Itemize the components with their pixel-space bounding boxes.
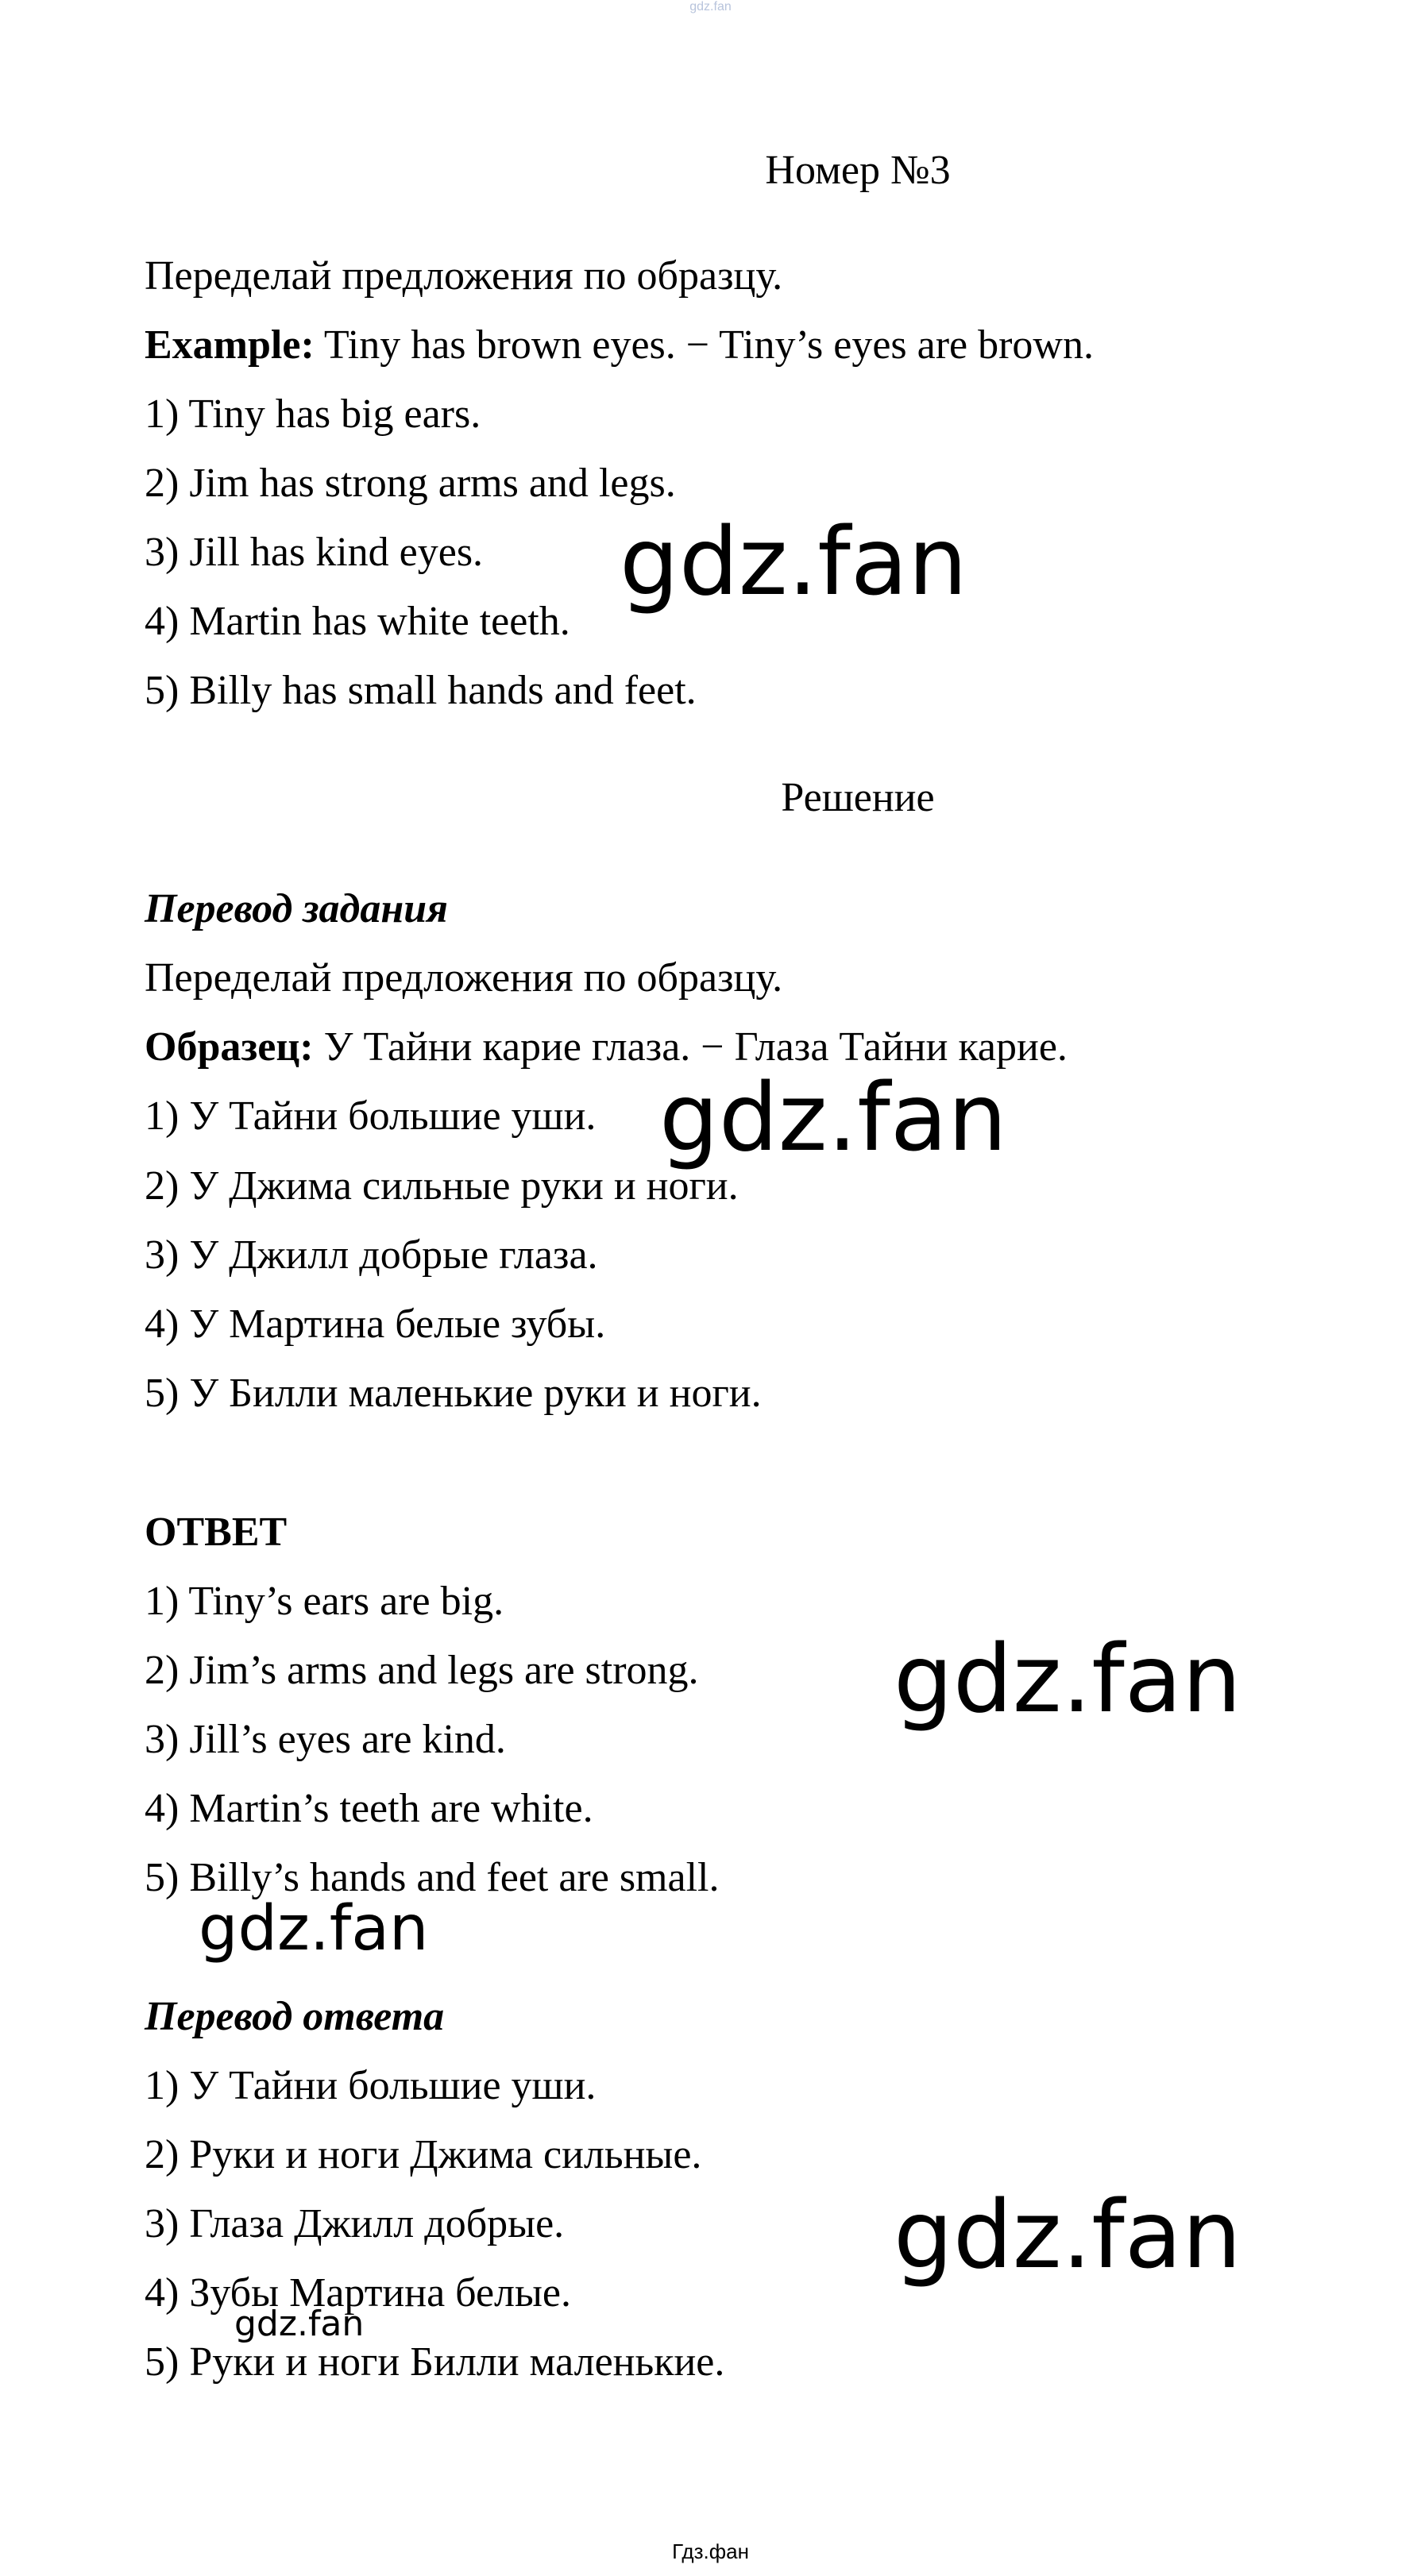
task-instruction: Переделай предложения по образцу. [145,253,783,299]
watermark: gdz.fan [234,2304,365,2344]
task-item: 3) Jill has kind eyes. [145,530,484,575]
watermark: gdz.fan [894,2180,1241,2289]
task-item: 5) Billy has small hands and feet. [145,668,697,713]
answer-item: 3) Jill’s eyes are kind. [145,1717,506,1762]
solution-heading: Решение [781,775,935,820]
example-label: Example: [145,322,315,368]
answer-item: 5) Billy’s hands and feet are small. [145,1855,720,1900]
task-example [145,322,1094,369]
task-number: Номер №3 [765,148,951,193]
translation-heading: Перевод задания [145,886,448,931]
example-label: Образец: [145,1024,314,1070]
task-item: 1) Tiny has big ears. [145,391,481,437]
translation-item: 1) У Тайни большие уши. [145,1093,597,1139]
answer-item: 1) Tiny’s ears are big. [145,1579,504,1624]
translation-item: 4) У Мартина белые зубы. [145,1301,606,1347]
translation-item: 2) У Джима сильные руки и ноги. [145,1163,739,1209]
answer-translation-item: 1) У Тайни большие уши. [145,2063,597,2108]
answer-translation-item: 5) Руки и ноги Билли маленькие. [145,2339,725,2385]
translation-item: 5) У Билли маленькие руки и ноги. [145,1371,762,1416]
task-item: 4) Martin has white teeth. [145,599,570,644]
translation-item: 3) У Джилл добрые глаза. [145,1232,598,1278]
answer-heading: ОТВЕТ [145,1510,288,1555]
answer-translation-item: 2) Руки и ноги Джима сильные. [145,2132,702,2177]
answer-item: 4) Martin’s teeth are white. [145,1786,593,1831]
top-watermark: gdz.fan [689,0,732,13]
answer-translation-item: 3) Глаза Джилл добрые. [145,2201,565,2246]
watermark: gdz.fan [199,1893,429,1965]
watermark: gdz.fan [620,507,967,616]
translation-instruction: Переделай предложения по образцу. [145,955,783,1001]
task-item: 2) Jim has strong arms and legs. [145,461,676,506]
watermark: gdz.fan [894,1624,1241,1733]
answer-translation-item: 4) Зубы Мартина белые. [145,2270,571,2316]
answer-translation-heading: Перевод ответа [145,1994,445,2039]
example-text: У Тайни карие глаза. − Глаза Тайни карие. [313,1024,1068,1070]
page-footer: Гдз.фан [672,2539,749,2563]
example-text: Tiny has brown eyes. − Tiny’s eyes are brown. [314,322,1094,368]
answer-item: 2) Jim’s arms and legs are strong. [145,1648,699,1693]
watermark: gdz.fan [659,1062,1007,1172]
